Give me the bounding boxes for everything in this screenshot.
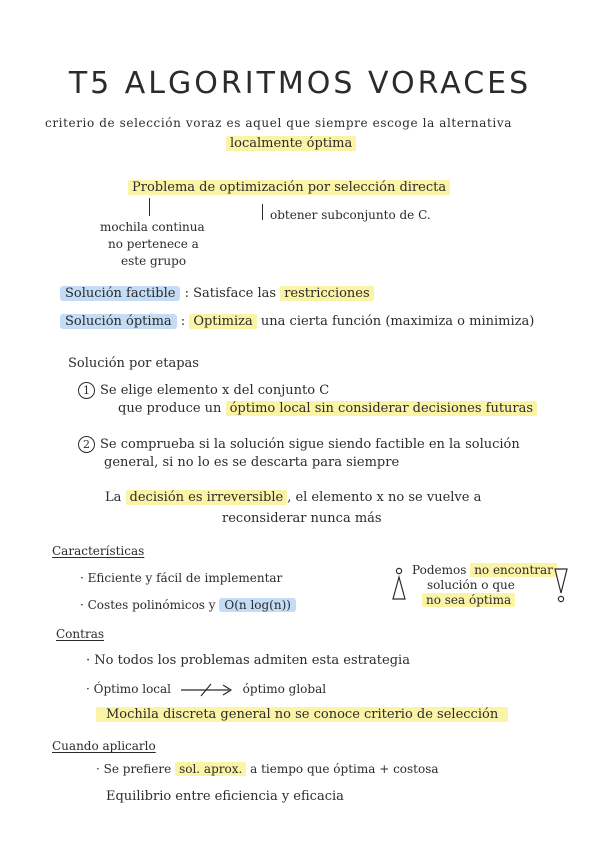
step-2-line-2: general, si no lo es se descarta para siempre (104, 455, 400, 470)
contras-item-1: · No todos los problemas admiten esta estrategia (86, 653, 410, 668)
aplicarlo-item-1-pre: · Se prefiere (96, 762, 172, 776)
warning-line-2: solución o que (427, 578, 515, 592)
step-1-number: 1 (78, 382, 95, 399)
optimiza-highlight: Optimiza (189, 314, 256, 329)
step-2-line-1 (78, 436, 520, 453)
solucion-factible-desc: : Satisface las (184, 286, 277, 301)
warning-highlight-1: no encontrar (470, 563, 557, 577)
step-1-line-1 (78, 382, 329, 399)
caracteristicas-item-2-text: · Costes polinómicos y (80, 598, 216, 612)
aplicarlo-item-2: Equilibrio entre eficiencia y eficacia (106, 789, 344, 804)
problem-label (128, 180, 450, 195)
aplicarlo-item-1 (96, 762, 439, 776)
caracteristicas-item-1: · Eficiente y fácil de implementar (80, 571, 283, 585)
page-title: T5 ALGORITMOS VORACES (68, 66, 532, 101)
warning-left-icon (391, 567, 407, 607)
not-implies-arrow-icon (179, 683, 235, 697)
problem-note-line-2: no pertenece a (108, 237, 199, 251)
irreversible-line-1 (105, 490, 481, 505)
problem-highlight: Problema de optimización por selección directa (128, 180, 450, 195)
sol-aprox-highlight: sol. aprox. (175, 762, 246, 776)
irreversible-post: , el elemento x no se vuelve a (287, 490, 482, 505)
mochila-discreta-highlight: Mochila discreta general no se conoce criterio de selección (96, 707, 508, 722)
warning-line-1 (412, 563, 557, 577)
problem-bracket-line (262, 204, 263, 220)
step-1-line-2 (118, 401, 537, 416)
warning-pre: Podemos (412, 563, 467, 577)
solucion-optima-colon: : (180, 314, 186, 329)
step-2-number: 2 (78, 436, 95, 453)
problem-note-line-3: este grupo (121, 254, 187, 268)
solucion-optima-term: Solución óptima (60, 314, 177, 329)
warning-line-3 (422, 593, 515, 607)
warning-right-icon (553, 567, 569, 609)
irreversible-line-2: reconsiderar nunca más (222, 511, 382, 526)
problem-pointer-line (149, 198, 150, 216)
step-2-text: Se comprueba si la solución sigue siendo factible en la solución (100, 437, 520, 452)
irreversible-pre: La (105, 490, 122, 505)
aplicarlo-heading: Cuando aplicarlo (52, 739, 156, 753)
intro-highlight: localmente óptima (226, 136, 356, 151)
irreversible-highlight: decisión es irreversible (126, 490, 288, 505)
complexity-highlight: O(n log(n)) (219, 598, 296, 612)
step-1-text: Se elige elemento x del conjunto C (100, 383, 330, 398)
problem-right-note: obtener subconjunto de C. (270, 208, 431, 222)
solucion-optima-desc: una cierta función (maximiza o minimiza) (260, 314, 535, 329)
caracteristicas-heading: Características (52, 544, 145, 558)
intro-line-1: criterio de selección voraz es aquel que siempre escoge la alternativa (45, 116, 512, 130)
contras-heading: Contras (56, 627, 105, 641)
warning-highlight-2: no sea óptima (422, 593, 515, 607)
contras-highlight-row (96, 707, 508, 722)
optimo-global-text: óptimo global (242, 682, 327, 696)
solucion-factible-term: Solución factible (60, 286, 180, 301)
intro-line-2 (226, 136, 356, 151)
problem-note-line-1: mochila continua (100, 220, 205, 234)
aplicarlo-item-1-post: a tiempo que óptima + costosa (250, 762, 439, 776)
restricciones-highlight: restricciones (280, 286, 373, 301)
step-1-line-2-pre: que produce un (118, 401, 222, 416)
stages-heading: Solución por etapas (68, 356, 199, 371)
optimo-local-highlight: óptimo local sin considerar decisiones futuras (226, 401, 538, 416)
solucion-factible-row (60, 286, 374, 301)
optimo-local-text: · Óptimo local (86, 682, 172, 696)
caracteristicas-item-2 (80, 598, 296, 612)
solucion-optima-row (60, 314, 534, 329)
contras-item-2 (86, 682, 326, 697)
